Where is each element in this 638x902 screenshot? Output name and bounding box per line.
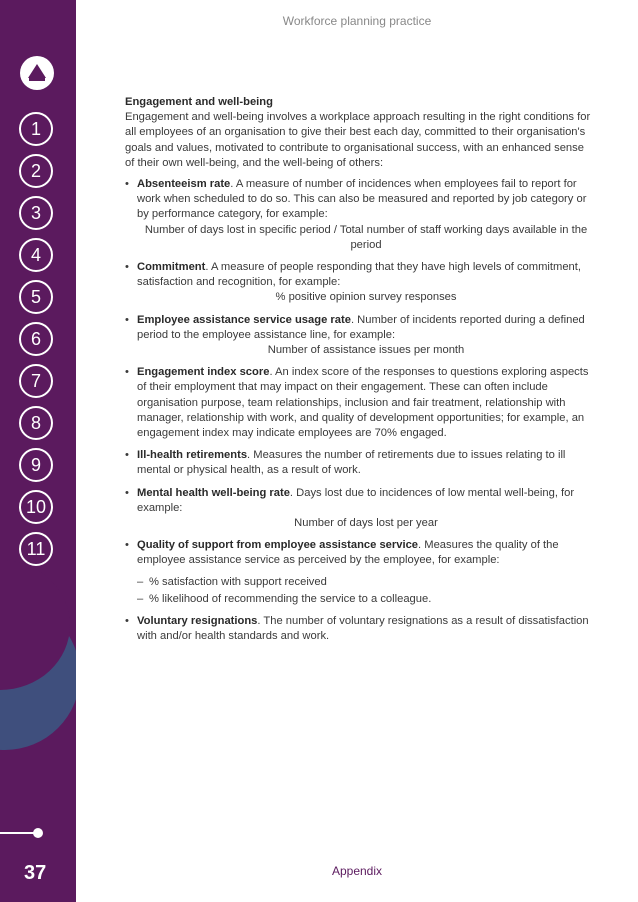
metric-description: . Measures the quality of the employee assistance service as perceived by the employee, for example: (137, 539, 559, 567)
chapter-link-4[interactable]: 4 (19, 238, 53, 272)
section-intro: Engagement and well-being involves a workplace approach resulting in the right conditions for all employees of an organisation to give their best each day, committed to their organisation's goals and values, motivated to contribute to organisational success, with an enhanced sense of their own well-being, and the well-being of others: (125, 111, 591, 169)
list-item (125, 486, 595, 532)
chapter-link-6[interactable]: 6 (19, 322, 53, 356)
metric-term: Commitment (137, 261, 206, 274)
list-item (125, 177, 595, 253)
metric-formula: Number of days lost in specific period / Total number of staff working days available in the period (144, 223, 588, 251)
chapter-nav (19, 112, 53, 574)
metric-term: Voluntary resignations (137, 615, 258, 628)
metric-description: . Measures the number of retirements due to issues relating to ill mental or physical health, as a result of work. (137, 449, 566, 477)
metric-term: Absenteeism rate (137, 178, 231, 191)
metric-list (125, 177, 595, 644)
chapter-link-7[interactable]: 7 (19, 364, 53, 398)
metric-term: Engagement index score (137, 366, 270, 379)
list-item (125, 614, 595, 644)
section-heading: Engagement and well-being (125, 96, 273, 108)
list-item (125, 365, 595, 441)
running-head: Workforce planning practice (282, 14, 432, 28)
metric-term: Mental health well-being rate (137, 486, 290, 499)
metric-description: . Days lost due to incidences of low mental well-being, for example: (137, 486, 575, 514)
list-item (125, 538, 595, 607)
chapter-link-8[interactable]: 8 (19, 406, 53, 440)
metric-term: Employee assistance service usage rate (137, 313, 351, 326)
metric-description: . A measure of people responding that they have high levels of commitment, satisfaction and recognition, for example: (137, 261, 581, 289)
home-icon[interactable] (20, 56, 54, 90)
progress-dot (33, 828, 43, 838)
list-item (125, 448, 595, 478)
list-item (125, 313, 595, 359)
list-item (125, 260, 595, 306)
sidebar (0, 0, 76, 902)
footer-appendix-link[interactable]: Appendix (331, 864, 383, 878)
page-number: 37 (24, 862, 47, 884)
metric-formula: Number of assistance issues per month (267, 344, 465, 357)
chapter-link-9[interactable]: 9 (19, 448, 53, 482)
metric-term: Quality of support from employee assistance service (137, 539, 419, 552)
chapter-link-10[interactable]: 10 (19, 490, 53, 524)
metric-description: . The number of voluntary resignations as a result of dissatisfaction with and/or health standards and work. (137, 615, 589, 643)
metric-description: . Number of incidents reported during a defined period to the employee assistance line, for example: (137, 313, 585, 341)
chapter-link-1[interactable]: 1 (19, 112, 53, 146)
sub-list-item: – % satisfaction with support received (137, 575, 595, 590)
metric-description: . A measure of number of incidences when employees fail to report for work when scheduled to do so. This can also be measured and reported by job category or by performance category, for example: (137, 178, 587, 221)
chapter-link-5[interactable]: 5 (19, 280, 53, 314)
metric-description: . An index score of the responses to questions exploring aspects of their employment that may impact on their engagement. These can often include organisation purpose, team relationships, inclusion and fair treatment, relationship with manager, relationship with work, and quality of development opportunities; for example, an engagement index may indicate employees are 70% engaged. (137, 366, 589, 440)
sub-list (137, 575, 595, 607)
metric-term: Ill-health retirements (137, 449, 248, 462)
sub-list-item: – % likelihood of recommending the service to a colleague. (137, 592, 595, 607)
chapter-link-3[interactable]: 3 (19, 196, 53, 230)
main-content (125, 95, 595, 652)
chapter-link-11[interactable]: 11 (19, 532, 53, 566)
chapter-link-2[interactable]: 2 (19, 154, 53, 188)
metric-formula: Number of days lost per year (294, 517, 438, 530)
metric-formula: % positive opinion survey responses (275, 291, 457, 304)
